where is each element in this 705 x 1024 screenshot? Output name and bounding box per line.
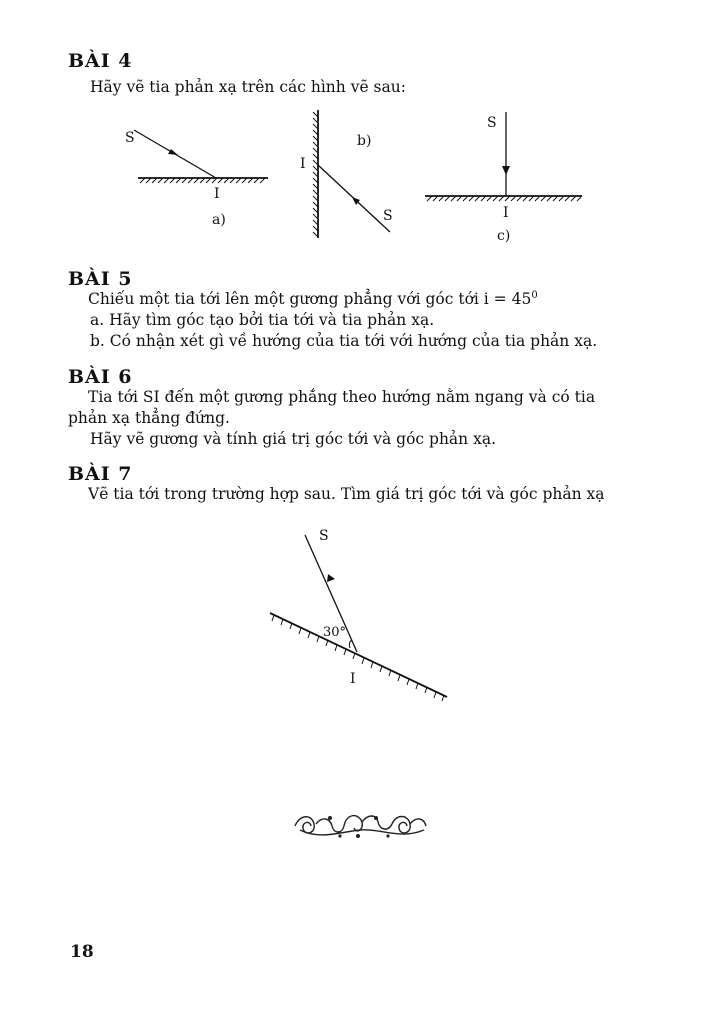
bai7-angle-label: 30°: [323, 625, 347, 640]
bai7-heading: BÀI 7: [68, 463, 133, 485]
figure-b-label-s: S: [383, 208, 393, 224]
bai5-line1-text: Chiếu một tia tới lên một gương phẳng với góc tới i = 45: [88, 290, 532, 309]
bai6-line3: Hãy vẽ gương và tính giá trị góc tới và góc phản xạ.: [90, 430, 496, 448]
figure-c-label-s: S: [487, 115, 497, 131]
bai7-label-s: S: [319, 528, 329, 544]
bai6-heading: BÀI 6: [68, 366, 133, 388]
figure-c-caption: c): [497, 228, 511, 244]
bai5-line1-degree: 0: [531, 290, 538, 301]
figure-a-caption: a): [212, 212, 226, 228]
bai5-line3: b. Có nhận xét gì về hướng của tia tới với hướng của tia phản xạ.: [90, 332, 598, 350]
figure-a-label-s: S: [125, 130, 135, 146]
figure-a-label-i: I: [214, 186, 220, 202]
bai5-line2: a. Hãy tìm góc tạo bởi tia tới và tia phản xạ.: [90, 311, 435, 329]
bai6-line2: phản xạ thẳng đứng.: [68, 409, 230, 427]
bai7-line1: Vẽ tia tới trong trường hợp sau. Tìm giá trị góc tới và góc phản xạ: [88, 485, 605, 503]
bai6-line1: Tia tới SI đến một gương phẳng theo hướng nằm ngang và có tia: [88, 388, 596, 406]
bai5-heading: BÀI 5: [68, 268, 133, 290]
bai4-instruction: Hãy vẽ tia phản xạ trên các hình vẽ sau:: [90, 78, 406, 96]
bai4-heading: BÀI 4: [68, 50, 133, 72]
figure-b-caption: b): [357, 133, 372, 149]
figure-b-label-i: I: [300, 156, 306, 172]
bai7-label-i: I: [350, 671, 356, 687]
page-number: 18: [70, 942, 94, 962]
figure-c-label-i: I: [503, 205, 509, 221]
